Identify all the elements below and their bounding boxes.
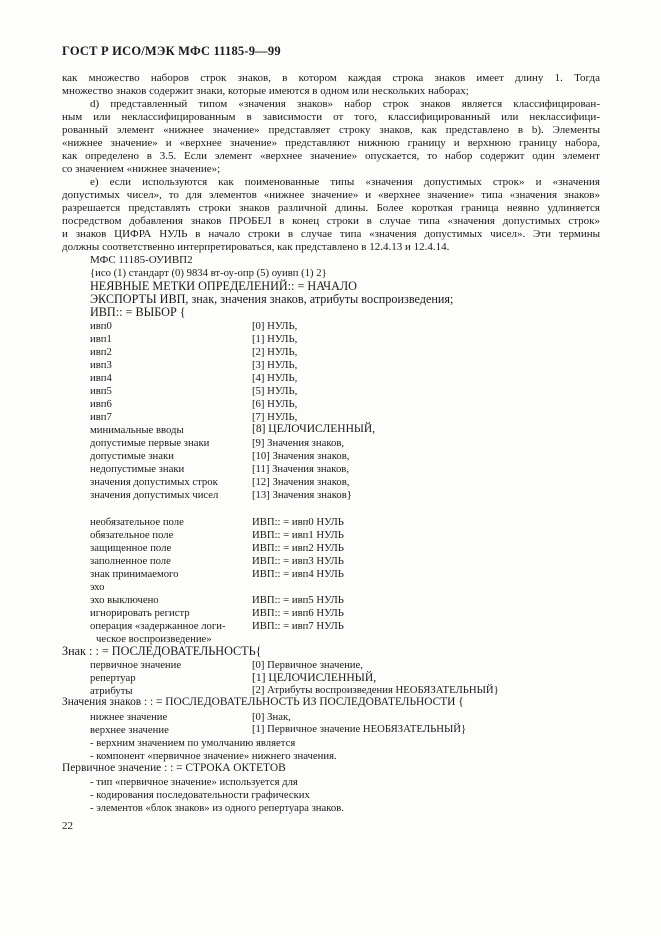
module-oid: {исо (1) стандарт (0) 9834 вт-оу-опр (5) оуивп (1) 2} [90, 267, 327, 279]
values-definition-head: Значения знаков : : = ПОСЛЕДОВАТЕЛЬНОСТЬ ИЗ ПОСЛЕДОВАТЕЛЬНОСТИ { [62, 696, 464, 708]
choice-item-name: допустимые знаки [90, 450, 174, 462]
text-line: как определено в 3.5. Если элемент «верхнее значение» опускается, то набор содержит один элемент [62, 150, 600, 162]
sign-item-type: [2] Атрибуты воспроизведения НЕОБЯЗАТЕЛЬНЫЙ} [252, 684, 499, 696]
values-item-type: [0] Знак, [252, 711, 291, 723]
choice-item-name: ивп5 [90, 385, 112, 397]
text-line: множество знаков содержит знаки, которые имеются в одном или нескольких наборах; [62, 85, 469, 97]
alias-name: операция «задержанное логи- [90, 620, 226, 632]
text-line: посредством добавления знаков ПРОБЕЛ в конец строки в случае типа «значения допустимых строк» [62, 215, 600, 227]
choice-item-name: ивп0 [90, 320, 112, 332]
choice-item-name: ивп4 [90, 372, 112, 384]
choice-item-name: допустимые первые знаки [90, 437, 210, 449]
alias-value: ИВП:: = ивп2 НУЛЬ [252, 542, 344, 554]
alias-value: ИВП:: = ивп6 НУЛЬ [252, 607, 344, 619]
page-number: 22 [62, 820, 73, 832]
values-item-name: нижнее значение [90, 711, 168, 723]
sign-item-name: первичное значение [90, 659, 182, 671]
alias-name: знак принимаемого [90, 568, 179, 580]
module-tags: НЕЯВНЫЕ МЕТКИ ОПРЕДЕЛЕНИЙ:: = НАЧАЛО [90, 279, 357, 293]
alias-value: ИВП:: = ивп4 НУЛЬ [252, 568, 344, 580]
choice-item-type: [11] Значения знаков, [252, 463, 350, 475]
choice-item-name: ивп1 [90, 333, 112, 345]
choice-item-name: ивп2 [90, 346, 112, 358]
comment-line: - компонент «первичное значение» нижнего значения. [90, 750, 337, 762]
values-item-type: [1] Первичное значение НЕОБЯЗАТЕЛЬНЫЙ} [252, 723, 467, 735]
page-header: ГОСТ Р ИСО/МЭК МФС 11185-9—99 [62, 44, 281, 58]
choice-item-type: [1] НУЛЬ, [252, 333, 298, 345]
choice-item-type: [13] Значения знаков} [252, 489, 352, 501]
choice-item-type: [4] НУЛЬ, [252, 372, 298, 384]
text-line: ным или неклассифицированным в зависимости от того, классифицированный или неклассифици- [62, 111, 600, 123]
choice-item-type: [7] НУЛЬ, [252, 411, 298, 423]
comment-line: - элементов «блок знаков» из одного репертуара знаков. [90, 802, 344, 814]
paragraph-e [62, 176, 600, 254]
values-item-name: верхнее значение [90, 724, 169, 736]
choice-item-type: [2] НУЛЬ, [252, 346, 298, 358]
module-name: МФС 11185-ОУИВП2 [90, 254, 193, 266]
choice-item-name: ивп6 [90, 398, 112, 410]
sign-item-name: репертуар [90, 672, 136, 684]
alias-value: ИВП:: = ивп0 НУЛЬ [252, 516, 344, 528]
text-line: разрешается представлять строки знаков различной длины. Более короткая граница неявно удлиняется [62, 202, 600, 214]
choice-item-type: [10] Значения знаков, [252, 450, 350, 462]
comment-line: - тип «первичное значение» используется для [90, 776, 298, 788]
sign-item-type: [0] Первичное значение, [252, 659, 363, 671]
sign-definition-head: Знак : : = ПОСЛЕДОВАТЕЛЬНОСТЬ{ [62, 644, 262, 658]
choice-item-name: значения допустимых строк [90, 476, 218, 488]
intro-paragraph [62, 72, 600, 98]
text-line: d) представленный типом «значения знаков» набор строк знаков является классифицирован- [90, 98, 600, 110]
alias-name: защищенное поле [90, 542, 172, 554]
text-line: и знаков ЦИФРА НУЛЬ в начало строки в случае типа «значения допустимых чисел». Эти термины [62, 228, 600, 240]
choice-header: ИВП:: = ВЫБОР { [90, 305, 186, 319]
paragraph-d [62, 98, 600, 176]
text-line: рованный элемент «нижнее значение» представляет строку знаков, как представлено в b). Элементы [62, 124, 600, 136]
choice-item-type: [9] Значения знаков, [252, 437, 345, 449]
choice-item-name: недопустимые знаки [90, 463, 185, 475]
alias-value: ИВП:: = ивп1 НУЛЬ [252, 529, 344, 541]
alias-name: необязательное поле [90, 516, 184, 528]
text-line: «нижнее значение» и «верхнее значение» представляют нижнюю границу и верхнюю границу набора, [62, 137, 600, 149]
choice-item-type: [3] НУЛЬ, [252, 359, 298, 371]
alias-name: эхо [90, 581, 105, 593]
sign-item-type: [1] ЦЕЛОЧИСЛЕННЫЙ, [252, 671, 377, 684]
choice-item-type: [12] Значения знаков, [252, 476, 350, 488]
alias-value: ИВП:: = ивп7 НУЛЬ [252, 620, 344, 632]
choice-item-type: [0] НУЛЬ, [252, 320, 298, 332]
alias-name: эхо выключено [90, 594, 159, 606]
module-exports: ЭКСПОРТЫ ИВП, знак, значения знаков, атрибуты воспроизведения; [90, 292, 454, 306]
alias-name-continuation: ческое воспроизведение» [96, 633, 212, 645]
choice-item-type: [8] ЦЕЛОЧИСЛЕННЫЙ, [252, 423, 376, 435]
choice-item-type: [6] НУЛЬ, [252, 398, 298, 410]
alias-value: ИВП:: = ивп3 НУЛЬ [252, 555, 344, 567]
choice-item-name: минимальные вводы [90, 424, 184, 436]
text-line: e) если используются как поименованные типы «значения допустимых строк» и «значения [90, 176, 600, 188]
choice-item-name: значения допустимых чисел [90, 489, 219, 501]
comment-line: - кодирования последовательности графических [90, 789, 310, 801]
text-line: со значением «нижнее значение»; [62, 163, 221, 175]
sign-item-name: атрибуты [90, 685, 133, 697]
alias-name: заполненное поле [90, 555, 171, 567]
alias-name: игнорировать регистр [90, 607, 190, 619]
text-line: допустимых чисел», то для элементов «нижнее значение» и «верхнее значение» типа «значения знаков» [62, 189, 600, 201]
choice-item-name: ивп7 [90, 411, 112, 423]
text-line: как множество наборов строк знаков, в котором каждая строка знаков имеет длину 1. Тогда [62, 72, 600, 84]
alias-value: ИВП:: = ивп5 НУЛЬ [252, 594, 344, 606]
primary-definition-head: Первичное значение : : = СТРОКА ОКТЕТОВ [62, 762, 286, 774]
choice-item-name: ивп3 [90, 359, 112, 371]
text-line: должны соответственно интерпретироваться, как представлено в 12.4.13 и 12.4.14. [62, 241, 450, 253]
alias-name: обязательное поле [90, 529, 174, 541]
comment-line: - верхним значением по умолчанию является [90, 737, 296, 749]
choice-item-type: [5] НУЛЬ, [252, 385, 298, 397]
